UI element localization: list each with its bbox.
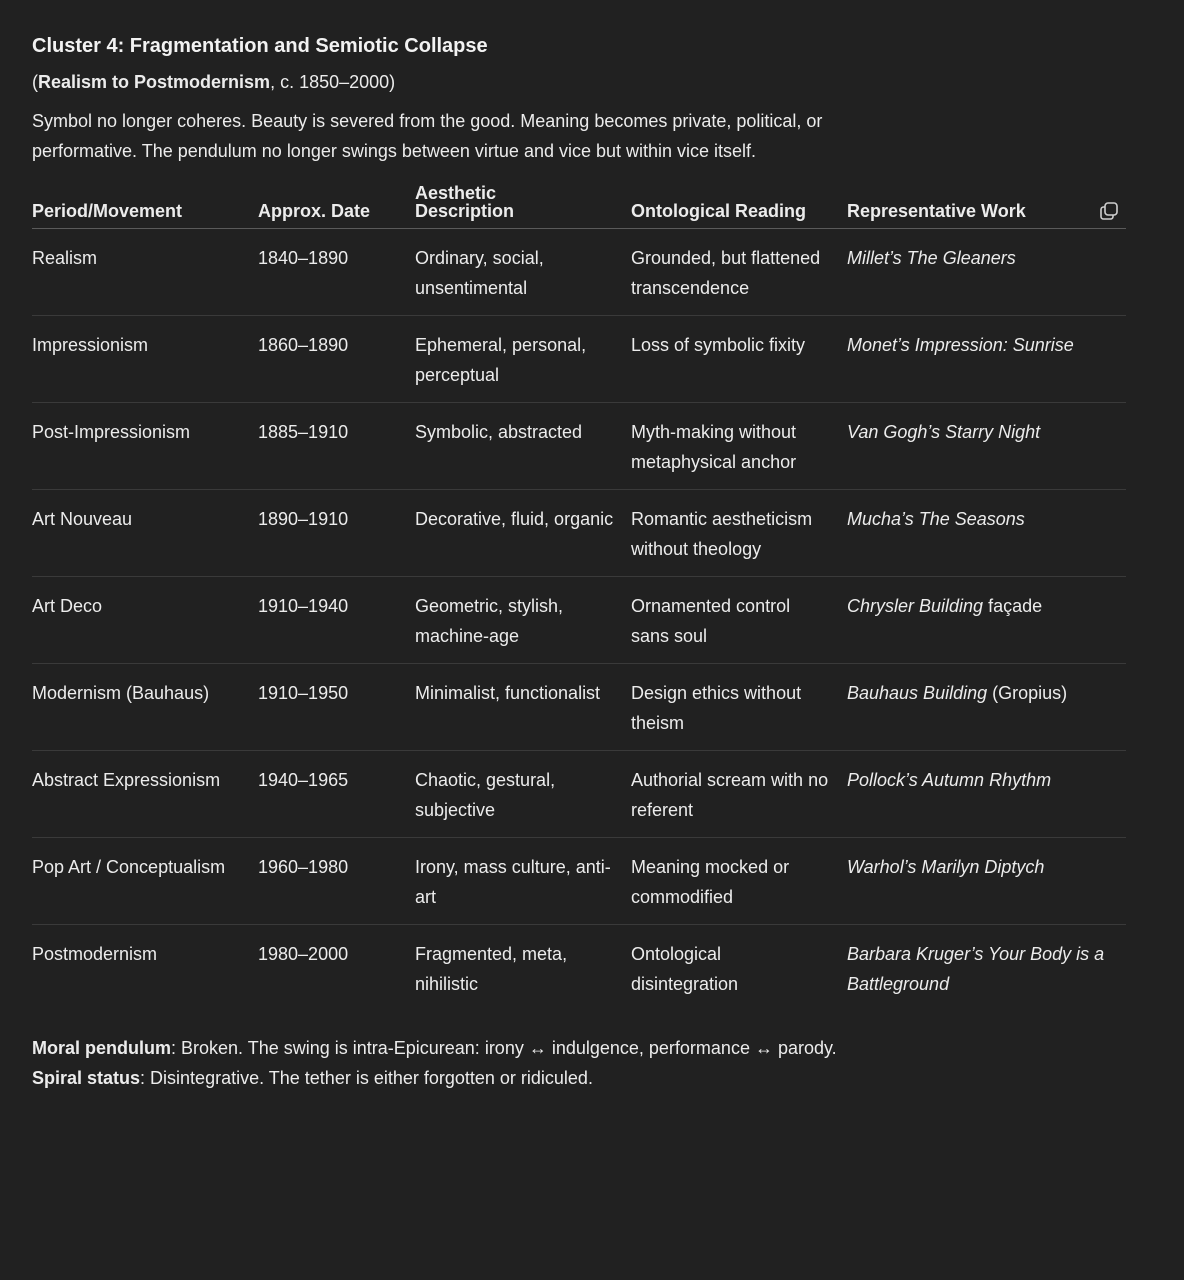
cell-date: 1860–1890 [258,316,415,403]
cell-ontological: Design ethics without theism [631,664,847,751]
cell-period: Art Deco [32,577,258,664]
cell-ontological: Ornamented control sans soul [631,577,847,664]
cell-ontological: Grounded, but flattened transcendence [631,229,847,316]
table-header-row [32,184,1126,229]
subtitle-rest: , c. 1850–2000) [270,72,396,92]
section-subtitle [32,68,1126,96]
table-row [32,664,1126,751]
footer-notes [32,1033,852,1093]
table-row [32,490,1126,577]
cell-ontological: Romantic aestheticism without theology [631,490,847,577]
cell-work [847,403,1126,490]
cluster-section [32,30,1126,1093]
cell-period: Abstract Expressionism [32,751,258,838]
header-date: Approx. Date [258,184,415,229]
work-note: façade [983,596,1043,616]
header-ontological-label: Ontological Reading [631,201,807,221]
cell-aesthetic: Ordinary, social, unsentimental [415,229,631,316]
table-row [32,838,1126,925]
header-aesthetic-label: Aesthetic Description [415,183,515,221]
cell-date: 1960–1980 [258,838,415,925]
movements-table [32,184,1126,1011]
subtitle-open: ( [32,72,38,92]
cell-aesthetic: Geometric, stylish, machine-age [415,577,631,664]
header-aesthetic [415,184,631,229]
work-note: (Gropius) [987,683,1068,703]
cell-work [847,664,1126,751]
cell-date: 1940–1965 [258,751,415,838]
cell-work [847,229,1126,316]
header-ontological [631,184,847,229]
pendulum-label: Moral pendulum [32,1038,171,1058]
copy-icon[interactable] [1098,200,1120,222]
cell-aesthetic: Minimalist, functionalist [415,664,631,751]
work-title: Pollock’s Autumn Rhythm [847,770,1052,790]
table-row [32,751,1126,838]
spiral-status-note [32,1063,852,1093]
subtitle-bold: Realism to Postmodernism [38,72,271,92]
spiral-text: : Disintegrative. The tether is either forgotten or ridiculed. [140,1068,593,1088]
spiral-label: Spiral status [32,1068,141,1088]
cell-ontological: Meaning mocked or commodified [631,838,847,925]
cell-date: 1910–1950 [258,664,415,751]
cell-aesthetic: Chaotic, gestural, subjective [415,751,631,838]
work-title: Millet’s The Gleaners [847,248,1016,268]
pendulum-text: : Broken. The swing is intra-Epicurean: irony ↔ indulgence, performance ↔ parody. [171,1038,837,1058]
cell-work [847,316,1126,403]
cell-period: Impressionism [32,316,258,403]
cell-period: Pop Art / Conceptualism [32,838,258,925]
work-title: Warhol’s Marilyn Diptych [847,857,1045,877]
moral-pendulum-note [32,1033,852,1063]
cell-period: Art Nouveau [32,490,258,577]
cell-period: Postmodernism [32,944,158,964]
cell-work [847,751,1126,838]
header-work-label: Representative Work [847,201,1026,221]
table-row [32,577,1126,664]
work-title: Monet’s Impression: Sunrise [847,335,1074,355]
cell-period: Modernism (Bauhaus) [32,664,258,751]
cell-work [847,577,1126,664]
cell-ontological: Authorial scream with no referent [631,751,847,838]
cell-aesthetic: Irony, mass culture, anti-art [415,838,631,925]
work-title: Van Gogh’s Starry Night [847,422,1041,442]
cell-ontological: Loss of symbolic fixity [631,316,847,403]
work-title: Barbara Kruger’s Your Body is a Battleground [847,944,1105,994]
cell-date: 1980–2000 [258,944,349,964]
cell-period: Post-Impressionism [32,403,258,490]
section-intro: Symbol no longer coheres. Beauty is severed from the good. Meaning becomes private, political, or performative. The pendulum no longer swings between virtue and vice but within vice itself. [32,111,823,161]
header-work [847,184,1126,229]
cell-ontological: Ontological disintegration [631,944,739,994]
cell-aesthetic: Ephemeral, personal, perceptual [415,316,631,403]
cell-date: 1885–1910 [258,403,415,490]
table-row [32,316,1126,403]
work-title: Chrysler Building [847,596,984,616]
work-title: Mucha’s The Seasons [847,509,1025,529]
cell-ontological: Myth-making without metaphysical anchor [631,403,847,490]
cell-aesthetic: Fragmented, meta, nihilistic [415,944,568,994]
header-period: Period/Movement [32,184,258,229]
cell-work [847,925,1126,1012]
cell-work [847,490,1126,577]
table-row [32,403,1126,490]
table-row [32,229,1126,316]
cell-date: 1840–1890 [258,229,415,316]
cell-period: Realism [32,229,258,316]
cell-date: 1890–1910 [258,490,415,577]
cell-date: 1910–1940 [258,577,415,664]
section-title: Cluster 4: Fragmentation and Semiotic Collapse [32,35,488,57]
table-row [32,925,1126,1012]
cell-aesthetic: Decorative, fluid, organic [415,490,631,577]
cell-aesthetic: Symbolic, abstracted [415,403,631,490]
cell-work [847,838,1126,925]
work-title: Bauhaus Building [847,683,988,703]
